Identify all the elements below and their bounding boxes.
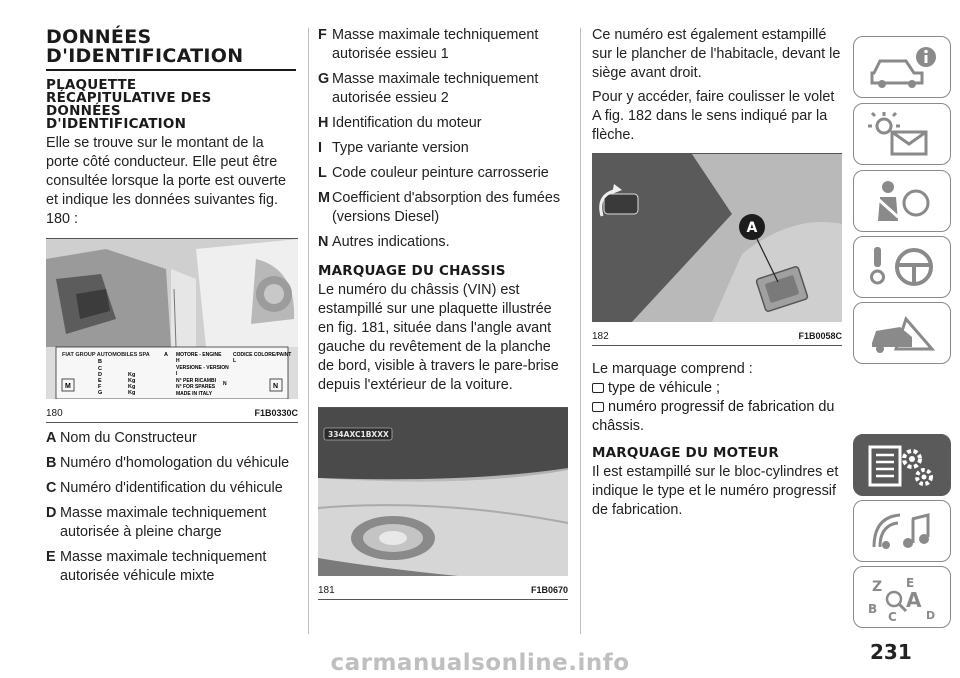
multimedia-icon <box>866 507 940 557</box>
plate-m-box: M <box>65 383 71 390</box>
subtitle-line: DONNÉES <box>46 103 121 119</box>
legend-item <box>318 189 568 227</box>
figure-180 <box>46 238 298 423</box>
legend-list <box>318 26 568 252</box>
legend-text: Identification du moteur <box>332 115 482 131</box>
page-number: 231 <box>870 640 912 664</box>
plate-i: I <box>176 371 178 377</box>
subtitle-line: PLAQUETTE <box>46 77 137 93</box>
plate-kg: Kg <box>128 378 136 384</box>
marking-item-text: type de véhicule ; <box>608 380 720 396</box>
svg-text:C: C <box>888 610 897 623</box>
marking-item-text: numéro progressif de fabrication du châssis. <box>592 399 835 434</box>
legend-text: Masse maximale techniquement autorisée à pleine charge <box>60 505 267 540</box>
legend-list <box>46 429 298 586</box>
legend-text: Coefficient d'absorption des fumées (versions Diesel) <box>332 190 561 225</box>
plate-a: A <box>164 352 168 358</box>
chassis-title: MARQUAGE DU CHASSIS <box>318 263 506 279</box>
plate-h: H <box>176 358 180 364</box>
marking-intro: Le marquage comprend : <box>592 361 753 377</box>
legend-key: C <box>46 480 57 496</box>
figure-number: 181 <box>318 585 335 596</box>
safety-airbag-icon <box>866 177 940 227</box>
tab-safety[interactable] <box>853 170 951 232</box>
figure-number: 182 <box>592 331 609 342</box>
legend-key: I <box>318 140 322 156</box>
figure-caption <box>318 581 568 599</box>
windshield-vin-illustration <box>318 408 568 576</box>
svg-text:A: A <box>906 588 922 612</box>
legend-key: B <box>46 455 57 471</box>
legend-item <box>318 139 568 158</box>
legend-item <box>46 429 298 448</box>
plate-codice: CODICE COLORE/PAINT <box>233 352 292 358</box>
technical-data-gears-icon <box>866 441 940 491</box>
alphabetical-index-icon <box>866 573 940 623</box>
title-line: D'IDENTIFICATION <box>46 45 244 67</box>
column-divider <box>308 28 309 634</box>
column-left <box>46 28 298 586</box>
legend-key: E <box>46 549 56 565</box>
subsection-title <box>46 79 298 131</box>
plate-d: D <box>98 372 102 378</box>
plate-made: MADE IN ITALY <box>176 391 213 397</box>
motor-paragraph: Il est estampillé sur le bloc-cylindres et indique le type et le numéro progressif de fabrication. <box>592 464 839 518</box>
figure-caption <box>592 327 842 345</box>
tab-multimedia[interactable] <box>853 500 951 562</box>
marking-item <box>592 398 842 436</box>
warning-lights-icon <box>866 110 940 160</box>
svg-text:D: D <box>926 609 936 622</box>
figure-181 <box>318 407 568 600</box>
legend-text: Masse maximale techniquement autorisée véhicule mixte <box>60 549 267 584</box>
plate-g: G <box>98 390 103 396</box>
vin-label: 334AXC1BXXX <box>328 430 389 439</box>
figure-182 <box>592 153 842 346</box>
legend-text: Masse maximale techniquement autorisée essieu 2 <box>332 71 539 106</box>
legend-key: D <box>46 505 57 521</box>
access-paragraph: Pour y accéder, faire coulisser le volet A fig. 182 dans le sens indiqué par la flèche. <box>592 89 835 143</box>
svg-text:E: E <box>906 576 915 590</box>
legend-key: L <box>318 165 327 181</box>
plate-kg: Kg <box>128 384 136 390</box>
legend-item <box>318 114 568 133</box>
legend-text: Type variante version <box>332 140 469 156</box>
figure-number: 180 <box>46 408 63 419</box>
legend-text: Autres indications. <box>332 234 450 250</box>
door-pillar-illustration <box>46 239 298 399</box>
plate-spares: N° FOR SPARES <box>176 384 216 390</box>
figure-caption <box>46 404 298 422</box>
checkbox-icon <box>592 383 604 393</box>
legend-text: Nom du Constructeur <box>60 430 197 446</box>
legend-key: N <box>318 234 329 250</box>
plate-kg: Kg <box>128 372 136 378</box>
legend-key: G <box>318 71 330 87</box>
plate-n-box: N <box>273 383 279 390</box>
plate-brand: FIAT GROUP AUTOMOBILES SPA <box>62 352 150 358</box>
car-crash-icon <box>866 309 940 359</box>
plate-c: C <box>98 366 102 372</box>
subtitle-line: RÉCAPITULATIVE DES <box>46 90 212 106</box>
plate-versione: VERSIONE - VERSION <box>176 365 229 371</box>
steering-wheel-icon <box>866 243 940 293</box>
tab-technical-data[interactable] <box>853 434 951 496</box>
legend-key: H <box>318 115 329 131</box>
plate-n: N <box>223 381 227 387</box>
legend-item <box>46 454 298 473</box>
figure-code: F1B0058C <box>798 331 842 341</box>
plate-motor: MOTORE - ENGINE <box>176 352 222 358</box>
chassis-paragraph: Le numéro du châssis (VIN) est estampillé sur une plaquette illustrée en fig. 181, située dans l'angle avant gauche du revêtement de la planche de bord, visible à travers le pare-brise depuis l'extérieur de la voiture. <box>318 282 559 393</box>
plate-b: B <box>98 359 102 365</box>
legend-text: Masse maximale techniquement autorisée essieu 1 <box>332 27 539 62</box>
marking-item <box>592 379 842 398</box>
legend-text: Numéro d'homologation du véhicule <box>60 455 290 471</box>
figure-code: F1B0330C <box>254 408 298 418</box>
motor-title: MARQUAGE DU MOTEUR <box>592 445 779 461</box>
plate-l: L <box>233 358 237 364</box>
checkbox-icon <box>592 402 604 412</box>
column-middle <box>318 26 568 600</box>
floor-flap-illustration <box>592 154 842 322</box>
tab-car-info[interactable] <box>853 36 951 98</box>
marker-a: A <box>746 220 758 236</box>
legend-text: Numéro d'identification du véhicule <box>60 480 283 496</box>
plate-e: E <box>98 378 102 384</box>
plate-kg: Kg <box>128 390 136 396</box>
legend-item <box>318 70 568 108</box>
car-info-icon <box>866 43 940 93</box>
legend-key: M <box>318 190 330 206</box>
tab-emergency[interactable] <box>853 302 951 364</box>
svg-text:Z: Z <box>872 579 883 595</box>
legend-item <box>46 548 298 586</box>
tab-warning-lights[interactable] <box>853 103 951 165</box>
legend-item <box>318 26 568 64</box>
intro-paragraph: Elle se trouve sur le montant de la porte côté conducteur. Elle peut être consultée lorsque la porte est ouverte et indique les données suivantes fig. 180 : <box>46 135 286 227</box>
column-divider <box>580 28 581 634</box>
svg-text:B: B <box>868 602 878 616</box>
subtitle-line: D'IDENTIFICATION <box>46 116 187 132</box>
title-rule <box>46 69 296 71</box>
legend-item <box>318 164 568 183</box>
legend-key: A <box>46 430 57 446</box>
title-line: DONNÉES <box>46 26 152 48</box>
column-right <box>592 26 842 520</box>
section-title <box>46 28 298 66</box>
legend-item <box>46 479 298 498</box>
legend-item <box>46 504 298 542</box>
plate-ricambi: N° PER RICAMBI <box>176 378 217 384</box>
floor-paragraph: Ce numéro est également estampillé sur le plancher de l'habitacle, devant le siège avant droit. <box>592 27 841 81</box>
figure-code: F1B0670 <box>530 585 568 595</box>
legend-text: Code couleur peinture carrosserie <box>332 165 549 181</box>
legend-key: F <box>318 27 327 43</box>
watermark: carmanualsonline.info <box>330 650 630 676</box>
tab-driving[interactable] <box>853 236 951 298</box>
tab-index[interactable] <box>853 566 951 628</box>
legend-item <box>318 233 568 252</box>
plate-f: F <box>98 384 102 390</box>
